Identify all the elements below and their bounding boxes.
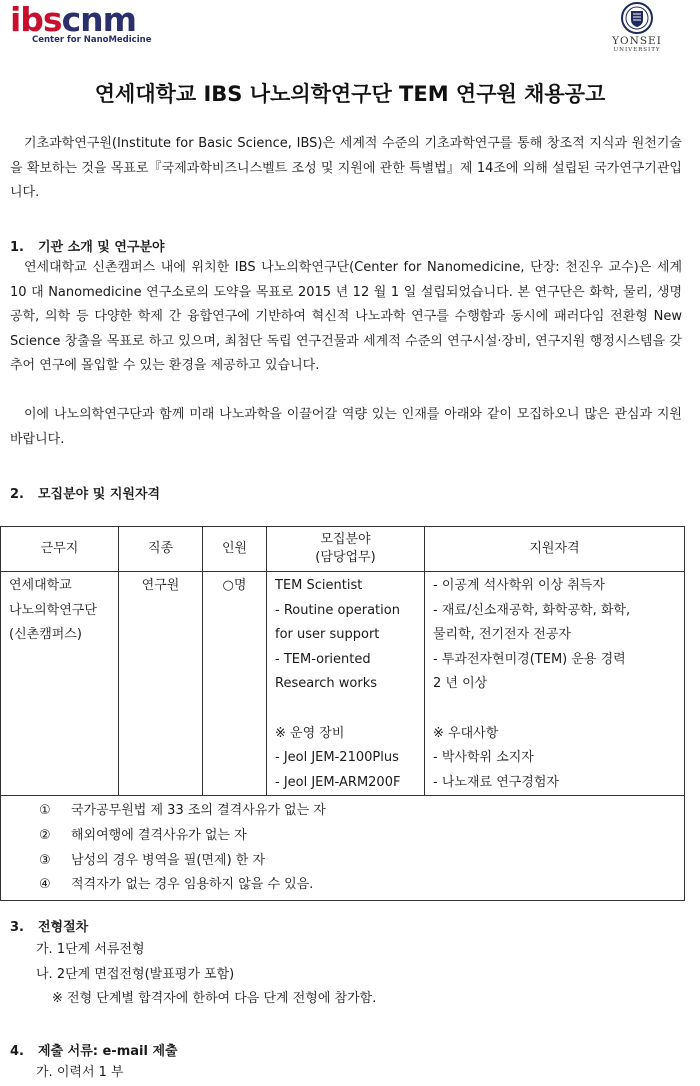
- note-item: [39, 799, 684, 824]
- section-1-paragraph-2: 이에 나노의학연구단과 함께 미래 나노과학을 이끌어갈 역량 있는 인재를 아래와 같이 모집하오니 많은 관심과 지원바랍니다.: [10, 407, 682, 447]
- field-line: - TEM-oriented: [275, 651, 371, 667]
- header-field-line-1: 모집분야: [320, 532, 371, 547]
- header-job: 직종: [119, 527, 203, 572]
- yonsei-logo: [612, 2, 662, 60]
- section-2-title: 모집분야 및 지원자격: [38, 487, 161, 502]
- recruitment-table: [0, 526, 685, 901]
- cell-count: ○명: [203, 572, 267, 796]
- section-3-number: 3.: [10, 920, 24, 935]
- ibs-cnm-logo: [10, 2, 150, 48]
- note-mark: ②: [39, 827, 51, 843]
- cell-field: [267, 572, 425, 796]
- section-3-heading: [10, 916, 88, 935]
- header-field-line-2: (담당업무): [315, 550, 376, 565]
- section-1-title: 기관 소개 및 연구분야: [38, 240, 165, 255]
- page-header: [0, 0, 700, 60]
- note-mark: ③: [39, 852, 51, 868]
- section-3-steps: [10, 938, 376, 1012]
- section-1-number: 1.: [10, 240, 24, 255]
- preference-heading: ※ 우대사항: [433, 725, 499, 741]
- location-line: 연세대학교: [9, 578, 72, 593]
- header-qualification: 지원자격: [425, 527, 685, 572]
- field-line: TEM Scientist: [275, 578, 363, 593]
- logo-tagline: Center for NanoMedicine: [32, 35, 152, 45]
- cell-qualification: [425, 572, 685, 796]
- note-text: 남성의 경우 병역을 필(면제) 한 자: [71, 852, 266, 868]
- section-3-title: 전형절차: [38, 920, 89, 935]
- logo-cnm-text: cnm: [61, 0, 137, 39]
- table-notes-row: [1, 796, 685, 900]
- cell-job: 연구원: [119, 572, 203, 796]
- yonsei-shield-icon: [620, 2, 654, 34]
- page-title: 연세대학교 IBS 나노의학연구단 TEM 연구원 채용공고: [94, 82, 606, 106]
- qualification-line: - 이공계 석사학위 이상 취득자: [433, 578, 605, 593]
- note-text: 국가공무원법 제 33 조의 결격사유가 없는 자: [71, 803, 326, 819]
- section-2-number: 2.: [10, 487, 24, 502]
- section-2-heading: [10, 483, 160, 502]
- logo-ibs-text: ibs: [10, 0, 62, 39]
- table-row: [1, 572, 685, 796]
- qualification-line: 2 년 이상: [433, 676, 488, 692]
- step-note: ※ 전형 단계별 합격자에 한하여 다음 단계 전형에 참가함.: [52, 991, 377, 1006]
- location-line: (신촌캠퍼스): [9, 627, 82, 643]
- section-1-paragraph-1: 연세대학교 신촌캠퍼스 내에 위치한 IBS 나노의학연구단(Center for Nanomedicine, 단장: 천진우 교수)은 세계 10 대 Nanomedicine 연구소로의 도약을 목표로 2015 년 12 월 1 일 설립되었습니다. 본 연구단은 화학, 물리, 생명공학, 의학 등 다양한 학제 간 융합연구에 기반하여 혁신적 나노과학 연구를 수행함과 동시에 패러다임 전환형 New Science 창출을 목표로 하고 있으며, 최첨단 독립 연구건물과 세계적 수준의 연구시설·장비, 연구지원 행정시스템을 갖추어 연구에 몰입할 수 있는 환경을 제공하고 있습니다.: [10, 260, 682, 373]
- section-4-number: 4.: [10, 1044, 24, 1059]
- equipment-line: - Jeol JEM-ARM200F: [275, 774, 401, 790]
- step-item: 나. 2단계 면접전형(발표평가 포함): [36, 966, 235, 982]
- yonsei-subtitle: UNIVERSITY: [613, 47, 661, 53]
- header-location: 근무지: [1, 527, 119, 572]
- note-item: [39, 873, 684, 898]
- section-1-heading: [10, 236, 165, 255]
- eligibility-notes: [1, 796, 685, 900]
- note-item: [39, 849, 684, 874]
- qualification-line: - 투과전자현미경(TEM) 운용 경력: [433, 651, 626, 667]
- field-line: Research works: [275, 676, 377, 692]
- intro-paragraph: 기초과학연구원(Institute for Basic Science, IBS)은 세계적 수준의 기초과학연구를 통해 창조적 지식과 원천기술을 확보하는 것을 목표로『국제과학비즈니스벨트 조성 및 지원에 관한 특별법』제 14조에 의해 설립된 국가연구기관입니다.: [10, 136, 682, 200]
- document-item: 가. 이력서 1 부: [36, 1065, 124, 1080]
- location-line: 나노의학연구단: [9, 602, 97, 618]
- note-item: [39, 824, 684, 849]
- note-mark: ①: [39, 803, 51, 819]
- cell-location: [1, 572, 119, 796]
- qualification-line: - 재료/신소재공학, 화학공학, 화학,: [433, 602, 631, 618]
- preference-line: - 박사학위 소지자: [433, 750, 534, 766]
- table-header-row: [1, 527, 685, 572]
- preference-line: - 나노재료 연구경험자: [433, 774, 559, 790]
- note-text: 적격자가 없는 경우 임용하지 않을 수 있음.: [71, 877, 314, 893]
- section-4-heading: [10, 1040, 178, 1059]
- section-4-title: 제출 서류: e-mail 제출: [38, 1044, 178, 1059]
- equipment-line: - Jeol JEM-2100Plus: [275, 750, 399, 766]
- section-4-items: [10, 1061, 124, 1086]
- header-count: 인원: [203, 527, 267, 572]
- note-mark: ④: [39, 877, 51, 893]
- yonsei-name: YONSEI: [612, 35, 662, 47]
- header-field: [267, 527, 425, 572]
- note-text: 해외여행에 결격사유가 없는 자: [71, 827, 247, 843]
- field-line: for user support: [275, 627, 380, 643]
- step-item: 가. 1단계 서류전형: [36, 942, 145, 957]
- field-line: - Routine operation: [275, 602, 400, 618]
- equipment-heading: ※ 운영 장비: [275, 725, 345, 741]
- qualification-line: 물리학, 전기전자 전공자: [433, 627, 571, 643]
